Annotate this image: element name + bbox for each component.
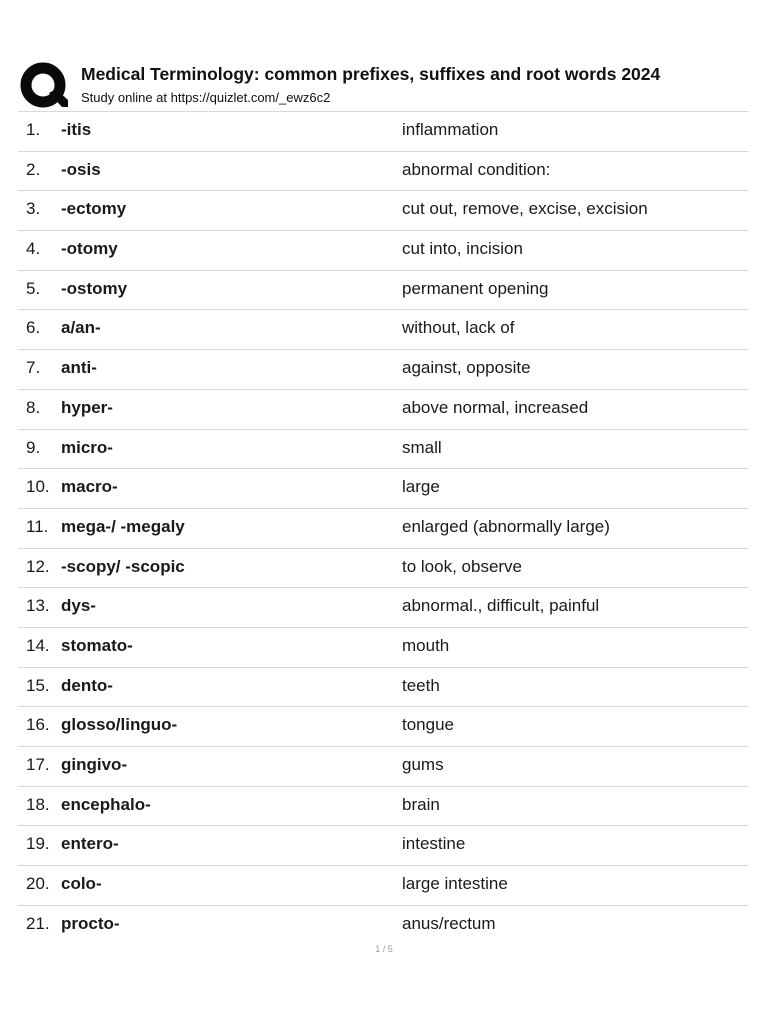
document-subtitle: Study online at https://quizlet.com/_ewz6c2 (81, 90, 331, 105)
item-definition: permanent opening (402, 278, 549, 298)
list-item (18, 310, 749, 350)
term-list (18, 111, 749, 944)
list-item (18, 747, 749, 787)
item-term: -itis (61, 120, 92, 139)
item-definition: large intestine (402, 874, 508, 894)
item-definition: gums (402, 755, 444, 774)
item-number: 15. (26, 675, 50, 695)
item-number: 19. (26, 834, 50, 854)
item-term: hyper- (61, 397, 113, 417)
item-number: 14. (26, 635, 50, 655)
item-definition: intestine (402, 834, 466, 854)
item-definition: cut into, incision (402, 239, 523, 259)
item-term: -otomy (61, 239, 118, 259)
list-item (18, 906, 749, 945)
item-definition: small (402, 437, 442, 457)
item-definition: inflammation (402, 120, 499, 139)
item-term: entero- (61, 834, 119, 854)
list-item (18, 152, 749, 192)
list-item (18, 866, 749, 906)
list-item (18, 588, 749, 628)
item-number: 2. (26, 159, 41, 179)
item-number: 12. (26, 556, 50, 576)
item-definition: brain (402, 794, 440, 814)
list-item (18, 668, 749, 708)
item-definition: against, opposite (402, 358, 531, 378)
list-item (18, 430, 749, 470)
list-item (18, 826, 749, 866)
item-definition: cut out, remove, excise, excision (402, 199, 648, 219)
item-number: 17. (26, 755, 50, 774)
item-number: 8. (26, 397, 41, 417)
list-item (18, 350, 749, 390)
item-term: -ectomy (61, 199, 127, 219)
item-number: 18. (26, 794, 50, 814)
list-item (18, 549, 749, 589)
item-term: dys- (61, 596, 96, 616)
item-term: colo- (61, 874, 102, 894)
item-term: mega-/ -megaly (61, 516, 185, 536)
document-header (18, 60, 748, 112)
list-item (18, 707, 749, 747)
item-number: 16. (26, 715, 50, 735)
item-definition: abnormal., difficult, painful (402, 596, 600, 616)
item-term: -scopy/ -scopic (61, 556, 185, 576)
item-number: 10. (26, 477, 50, 497)
item-term: micro- (61, 437, 113, 457)
item-number: 3. (26, 199, 41, 219)
list-item (18, 469, 749, 509)
item-definition: without, lack of (402, 318, 515, 338)
list-item (18, 191, 749, 231)
quizlet-logo-icon (20, 62, 68, 110)
list-item (18, 112, 749, 152)
item-number: 7. (26, 358, 41, 378)
item-term: encephalo- (61, 794, 151, 814)
item-term: glosso/linguo- (61, 715, 178, 735)
item-number: 4. (26, 239, 41, 259)
item-number: 9. (26, 437, 41, 457)
item-number: 21. (26, 913, 50, 933)
item-number: 6. (26, 318, 41, 338)
item-definition: mouth (402, 635, 450, 655)
item-term: -osis (61, 159, 101, 179)
list-item (18, 271, 749, 311)
item-number: 13. (26, 596, 50, 616)
item-term: dento- (61, 675, 113, 695)
item-number: 1. (26, 120, 41, 139)
item-term: gingivo- (61, 755, 128, 774)
item-number: 11. (26, 516, 49, 536)
item-definition: teeth (402, 675, 440, 695)
item-term: stomato- (61, 635, 133, 655)
document-title: Medical Terminology: common prefixes, suffixes and root words 2024 (81, 64, 661, 84)
list-item (18, 231, 749, 271)
item-definition: anus/rectum (402, 913, 496, 933)
item-term: anti- (61, 358, 97, 378)
item-definition: abnormal condition: (402, 159, 551, 179)
item-number: 20. (26, 874, 50, 894)
item-definition: above normal, increased (402, 397, 589, 417)
item-term: macro- (61, 477, 118, 497)
list-item (18, 509, 749, 549)
page-number: 1 / 5 (375, 944, 393, 954)
item-definition: large (402, 477, 440, 497)
list-item (18, 787, 749, 827)
item-term: -ostomy (61, 278, 128, 298)
item-term: procto- (61, 913, 120, 933)
list-item (18, 390, 749, 430)
item-term: a/an- (61, 318, 101, 338)
item-number: 5. (26, 278, 41, 298)
item-definition: to look, observe (402, 556, 523, 576)
item-definition: tongue (402, 715, 454, 735)
list-item (18, 628, 749, 668)
item-definition: enlarged (abnormally large) (402, 516, 610, 536)
